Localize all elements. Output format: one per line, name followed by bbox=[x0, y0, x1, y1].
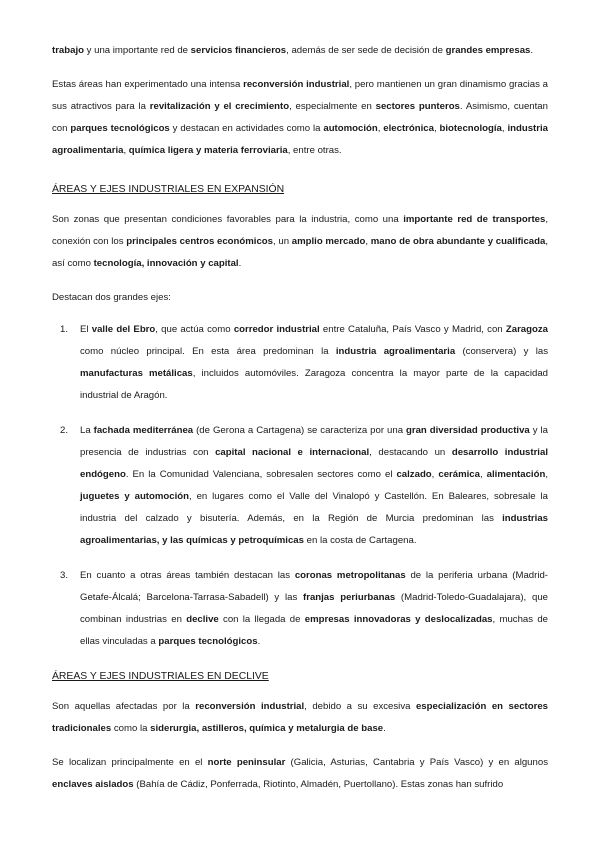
list-item bbox=[52, 420, 548, 552]
bold-text: norte peninsular bbox=[207, 757, 286, 768]
bold-text: fachada mediterránea bbox=[93, 425, 194, 436]
bold-text: tecnología, innovación y capital bbox=[93, 258, 239, 269]
bold-text: industria agroalimentaria bbox=[52, 123, 548, 156]
list-item bbox=[52, 565, 548, 653]
bold-text: calzado bbox=[396, 469, 432, 480]
bold-text: capital nacional e internacional bbox=[215, 447, 370, 458]
bold-text: declive bbox=[186, 614, 219, 625]
paragraph-intro-continuation: trabajo y una importante red de servicios financieros, además de ser sede de decisión de grandes empresas. bbox=[52, 45, 534, 56]
bold-text: juguetes y automoción bbox=[80, 491, 189, 502]
bold-text: grandes empresas bbox=[445, 45, 531, 56]
bold-text: industrias agroalimentarias, y las químicas y petroquímicas bbox=[80, 513, 548, 546]
list-number: 1. bbox=[60, 324, 69, 335]
bold-text: biotecnología bbox=[439, 123, 502, 134]
bold-text: revitalización y el crecimiento bbox=[149, 101, 290, 112]
bold-text: sectores punteros bbox=[375, 101, 460, 112]
bold-text: industria agroalimentaria bbox=[335, 346, 456, 357]
bold-text: automoción bbox=[323, 123, 378, 134]
bold-text: desarrollo industrial endógeno bbox=[80, 447, 548, 480]
bold-text: importante red de transportes bbox=[403, 214, 546, 225]
bold-text: química ligera y materia ferroviaria bbox=[128, 145, 288, 156]
list-item-text: En cuanto a otras áreas también destacan las coronas metropolitanas de la periferia urbana (Madrid-Getafe-Álcalá; Barcelona-Tarrasa-Sabadell) y las franjas periurbanas (Madrid-Toledo-Guadalajara), que combinan industrias en declive con la llegada de empresas innovadoras y deslocalizadas, muchas de ellas vinculadas a parques tecnológicos. bbox=[80, 570, 549, 647]
bold-text: gran diversidad productiva bbox=[406, 425, 530, 436]
bold-text: valle del Ebro bbox=[91, 324, 156, 335]
paragraph-declive-location: Se localizan principalmente en el norte peninsular (Galicia, Asturias, Cantabria y País Vasco) y en algunos enclaves aislados (Bahía de Cádiz, Ponferrada, Riotinto, Almadén, Puertollano). Estas zonas han sufrido bbox=[52, 757, 548, 790]
paragraph-reconversion: Estas áreas han experimentado una intensa reconversión industrial, pero mantienen un gran dinamismo gracias a sus atractivos para la revitalización y el crecimiento, especialmente en sectores punteros. Asimismo, cuentan con parques tecnológicos y destacan en actividades como la automoción, electrónica, biotecnología, industria agroalimentaria, química ligera y materia ferroviaria, entre otras. bbox=[52, 79, 548, 156]
heading-declive: ÁREAS Y EJES INDUSTRIALES EN DECLIVE bbox=[52, 671, 269, 682]
bold-text: parques tecnológicos bbox=[158, 636, 258, 647]
bold-text: electrónica bbox=[383, 123, 434, 134]
bold-text: reconversión industrial bbox=[243, 79, 350, 90]
bold-text: cerámica bbox=[438, 469, 480, 480]
bold-text: trabajo bbox=[52, 45, 84, 56]
bold-text: franjas periurbanas bbox=[303, 592, 396, 603]
paragraph-ejes-intro: Destacan dos grandes ejes: bbox=[52, 292, 171, 303]
heading-expansion: ÁREAS Y EJES INDUSTRIALES EN EXPANSIÓN bbox=[52, 184, 285, 195]
bold-text: reconversión industrial bbox=[195, 701, 305, 712]
bold-text: coronas metropolitanas bbox=[294, 570, 406, 581]
bold-text: servicios financieros bbox=[190, 45, 287, 56]
bold-text: corredor industrial bbox=[233, 324, 320, 335]
bold-text: amplio mercado bbox=[291, 236, 366, 247]
paragraph-expansion-intro: Son zonas que presentan condiciones favorables para la industria, como una importante red de transportes, conexión con los principales centros económicos, un amplio mercado, mano de obra abundante y cualificada, así como tecnología, innovación y capital. bbox=[52, 214, 549, 269]
bold-text: parques tecnológicos bbox=[70, 123, 170, 134]
list-item-text: La fachada mediterránea (de Gerona a Cartagena) se caracteriza por una gran diversidad productiva y la presencia de industrias con capital nacional e internacional, destacando un desarrollo industrial endógeno. En la Comunidad Valenciana, sobresalen sectores como el calzado, cerámica, alimentación, juguetes y automoción, en lugares como el Valle del Vinalopó y Castellón. En Baleares, sobresale la industria del calzado y bisutería. Además, en la Región de Murcia predominan las industrias agroalimentarias, y las químicas y petroquímicas en la costa de Cartagena. bbox=[80, 425, 548, 546]
paragraph-declive-intro: Son aquellas afectadas por la reconversión industrial, debido a su excesiva especialización en sectores tradicionales como la siderurgia, astilleros, química y metalurgia de base. bbox=[52, 701, 549, 734]
bold-text: siderurgia, astilleros, química y metalurgia de base bbox=[150, 723, 384, 734]
bold-text: manufacturas metálicas bbox=[80, 368, 193, 379]
list-number: 3. bbox=[60, 570, 69, 581]
bold-text: Zaragoza bbox=[505, 324, 548, 335]
bold-text: principales centros económicos bbox=[126, 236, 273, 247]
ejes-list bbox=[52, 319, 548, 653]
bold-text: empresas innovadoras y deslocalizadas bbox=[304, 614, 493, 625]
bold-text: enclaves aislados bbox=[52, 779, 134, 790]
bold-text: mano de obra abundante y cualificada bbox=[370, 236, 546, 247]
bold-text: especialización en sectores tradicionales bbox=[52, 701, 549, 734]
list-number: 2. bbox=[60, 425, 69, 436]
list-item bbox=[52, 319, 548, 407]
bold-text: alimentación bbox=[486, 469, 546, 480]
list-item-text: El valle del Ebro, que actúa como corredor industrial entre Cataluña, País Vasco y Madrid, con Zaragoza como núcleo principal. En esta área predominan la industria agroalimentaria (conservera) y las manufacturas metálicas, incluidos automóviles. Zaragoza concentra la mayor parte de la capacidad industrial de Aragón. bbox=[80, 324, 549, 401]
